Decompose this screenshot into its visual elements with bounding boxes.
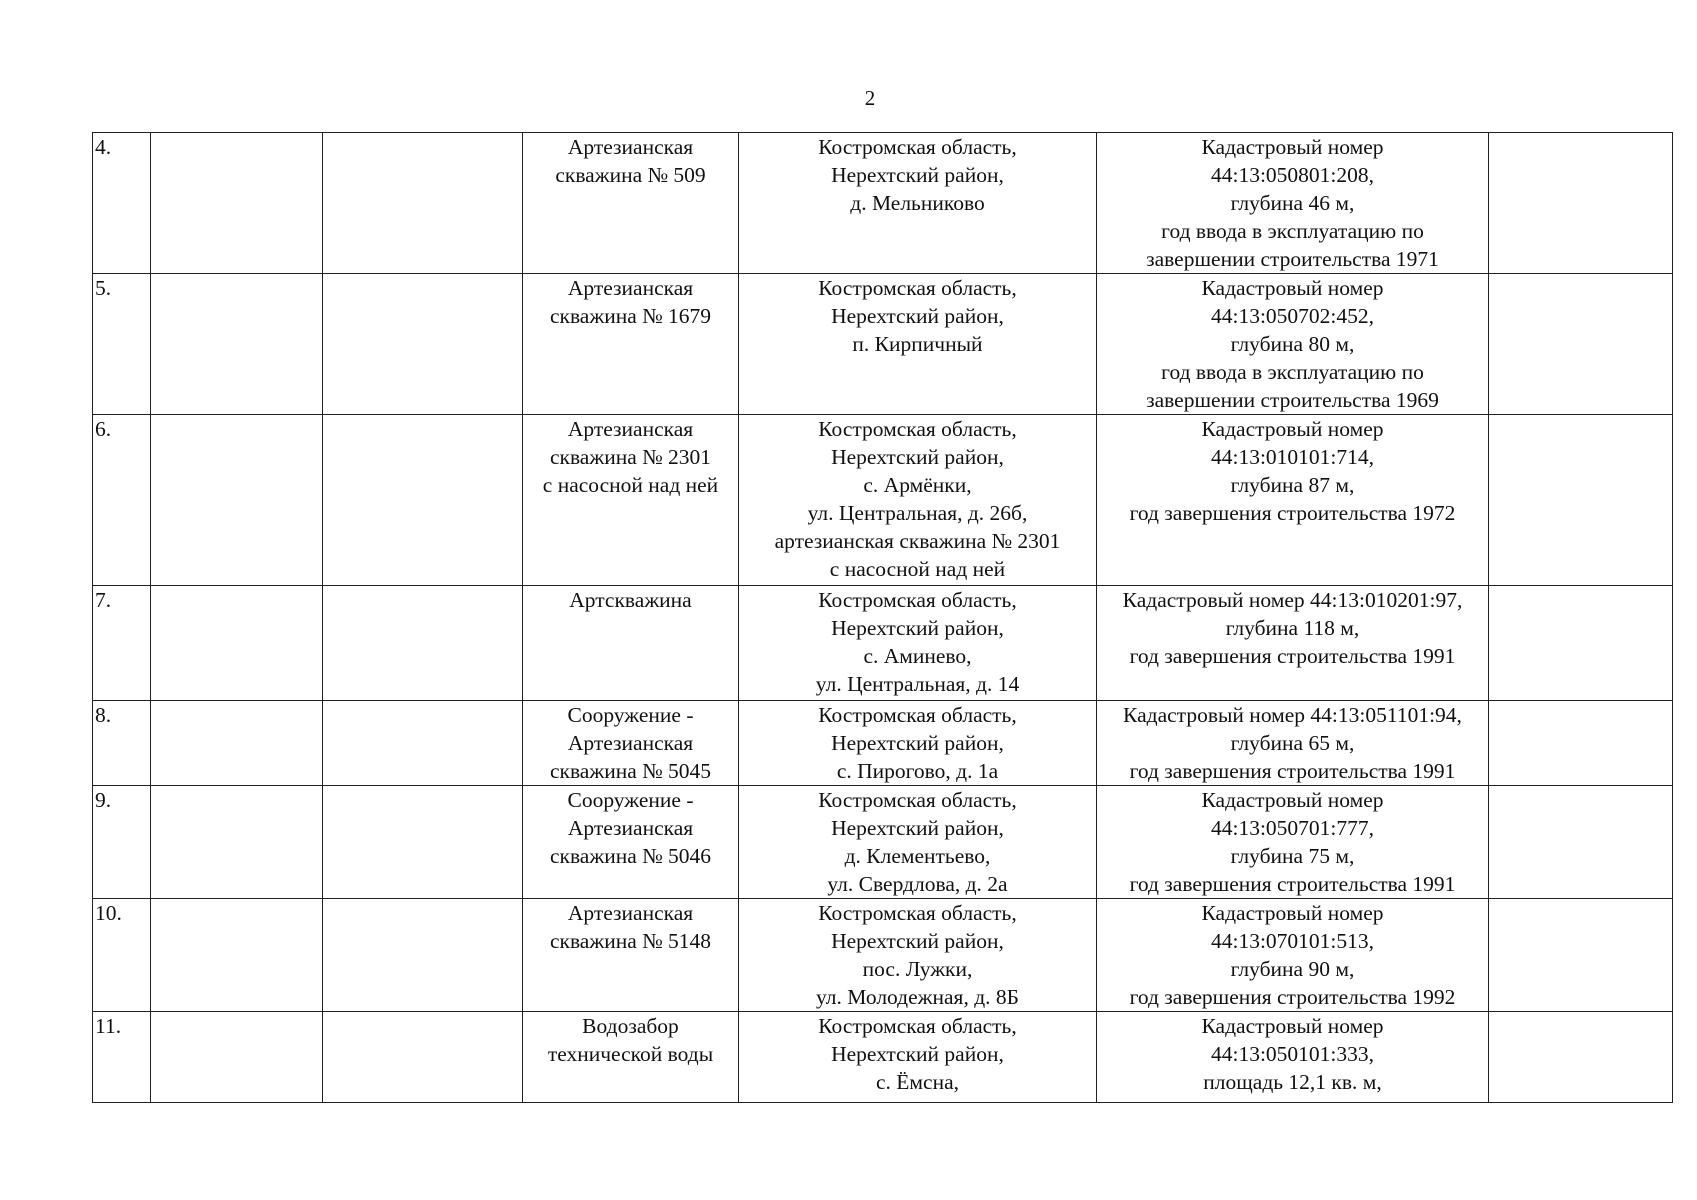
text-line: Нерехтский район, [831, 731, 1004, 755]
text-line: Сооружение - [567, 788, 694, 812]
empty-cell [151, 586, 323, 701]
text-line: Костромская область, [818, 135, 1017, 159]
text-line: Водозабор [582, 1014, 679, 1038]
text-line: завершении строительства 1969 [1146, 388, 1439, 412]
address-cell [739, 415, 1097, 586]
text-line: площадь 12,1 кв. м, [1203, 1070, 1382, 1094]
characteristics-cell [1097, 1012, 1489, 1103]
text-line: д. Клементьево, [844, 844, 991, 868]
object-name-cell [523, 415, 739, 586]
empty-cell [151, 701, 323, 786]
characteristics-cell [1097, 786, 1489, 899]
text-line: 44:13:050101:333, [1210, 1042, 1375, 1066]
row-number-cell: 7. [93, 586, 151, 701]
characteristics-cell [1097, 586, 1489, 701]
text-line: артезианская скважина № 2301 [774, 529, 1061, 553]
empty-cell [1489, 786, 1673, 899]
empty-cell [151, 415, 323, 586]
text-line: пос. Лужки, [862, 957, 973, 981]
text-line: Костромская область, [818, 417, 1017, 441]
text-line: скважина № 5148 [549, 929, 712, 953]
text-line: глубина 65 м, [1230, 731, 1355, 755]
property-registry-table [92, 132, 1673, 1103]
text-line: Кадастровый номер [1201, 788, 1384, 812]
address-cell [739, 274, 1097, 415]
text-line: Костромская область, [818, 703, 1017, 727]
address-cell [739, 1012, 1097, 1103]
text-line: Артезианская [567, 135, 694, 159]
text-line: с. Армёнки, [863, 473, 972, 497]
object-name-cell [523, 701, 739, 786]
empty-cell [151, 1012, 323, 1103]
text-line: скважина № 2301 [549, 445, 712, 469]
text-line: год завершения строительства 1992 [1129, 985, 1456, 1009]
text-line: глубина 80 м, [1230, 332, 1355, 356]
address-cell [739, 586, 1097, 701]
row-number-cell: 5. [93, 274, 151, 415]
text-line: Нерехтский район, [831, 1042, 1004, 1066]
text-line: 44:13:010101:714, [1210, 445, 1375, 469]
text-line: Нерехтский район, [831, 929, 1004, 953]
address-cell [739, 899, 1097, 1012]
empty-cell [1489, 701, 1673, 786]
row-number-cell: 10. [93, 899, 151, 1012]
text-line: Костромская область, [818, 588, 1017, 612]
text-line: ул. Молодежная, д. 8Б [815, 985, 1019, 1009]
text-line: глубина 46 м, [1230, 191, 1355, 215]
page-number: 2 [864, 86, 876, 110]
row-number-cell: 8. [93, 701, 151, 786]
text-line: с. Пирогово, д. 1а [836, 759, 999, 783]
empty-cell [1489, 415, 1673, 586]
table-row [93, 701, 1673, 786]
text-line: глубина 75 м, [1230, 844, 1355, 868]
text-line: год завершения строительства 1991 [1129, 644, 1456, 668]
row-number-cell: 4. [93, 133, 151, 274]
text-line: Нерехтский район, [831, 163, 1004, 187]
text-line: с насосной над ней [829, 557, 1006, 581]
text-line: скважина № 509 [555, 163, 706, 187]
text-line: Кадастровый номер [1201, 135, 1384, 159]
characteristics-cell [1097, 701, 1489, 786]
empty-cell [1489, 1012, 1673, 1103]
text-line: глубина 87 м, [1230, 473, 1355, 497]
text-line: д. Мельниково [850, 191, 985, 215]
text-line: Костромская область, [818, 901, 1017, 925]
object-name-cell [523, 899, 739, 1012]
object-name-cell [523, 133, 739, 274]
text-line: Нерехтский район, [831, 816, 1004, 840]
empty-cell [151, 274, 323, 415]
text-line: год завершения строительства 1972 [1129, 501, 1456, 525]
empty-cell [323, 274, 523, 415]
table-row [93, 274, 1673, 415]
text-line: 44:13:070101:513, [1210, 929, 1375, 953]
text-line: 44:13:050701:777, [1210, 816, 1375, 840]
object-name-cell [523, 1012, 739, 1103]
address-cell [739, 786, 1097, 899]
characteristics-cell [1097, 133, 1489, 274]
text-line: Кадастровый номер [1201, 276, 1384, 300]
text-line: глубина 118 м, [1225, 616, 1360, 640]
object-name-cell [523, 274, 739, 415]
text-line: год завершения строительства 1991 [1129, 759, 1456, 783]
characteristics-cell [1097, 274, 1489, 415]
empty-cell [1489, 274, 1673, 415]
object-name-cell [523, 786, 739, 899]
table-row [93, 415, 1673, 586]
characteristics-cell [1097, 899, 1489, 1012]
text-line: Артскважина [569, 588, 692, 612]
text-line: 44:13:050702:452, [1210, 304, 1375, 328]
characteristics-cell [1097, 415, 1489, 586]
text-line: Нерехтский район, [831, 616, 1004, 640]
text-line: Артезианская [567, 901, 694, 925]
empty-cell [323, 415, 523, 586]
text-line: год ввода в эксплуатацию по [1161, 360, 1424, 384]
text-line: год ввода в эксплуатацию по [1161, 219, 1424, 243]
text-line: завершении строительства 1971 [1146, 247, 1439, 271]
empty-cell [323, 701, 523, 786]
text-line: с. Аминево, [863, 644, 972, 668]
text-line: с насосной над ней [542, 473, 719, 497]
row-number-cell: 6. [93, 415, 151, 586]
address-cell [739, 133, 1097, 274]
empty-cell [1489, 133, 1673, 274]
table-row [93, 133, 1673, 274]
text-line: Сооружение - [567, 703, 694, 727]
empty-cell [151, 786, 323, 899]
text-line: глубина 90 м, [1230, 957, 1355, 981]
text-line: скважина № 5045 [549, 759, 712, 783]
text-line: Нерехтский район, [831, 304, 1004, 328]
text-line: Кадастровый номер [1201, 417, 1384, 441]
empty-cell [1489, 899, 1673, 1012]
empty-cell [323, 899, 523, 1012]
address-cell [739, 701, 1097, 786]
text-line: год завершения строительства 1991 [1129, 872, 1456, 896]
empty-cell [323, 786, 523, 899]
text-line: ул. Центральная, д. 26б, [807, 501, 1028, 525]
text-line: Кадастровый номер 44:13:051101:94, [1123, 703, 1462, 727]
text-line: Артезианская [567, 276, 694, 300]
row-number-cell: 11. [93, 1012, 151, 1103]
empty-cell [323, 133, 523, 274]
text-line: ул. Центральная, д. 14 [815, 672, 1020, 696]
text-line: технической воды [547, 1042, 714, 1066]
text-line: Нерехтский район, [831, 445, 1004, 469]
text-line: п. Кирпичный [852, 332, 983, 356]
empty-cell [323, 1012, 523, 1103]
text-line: ул. Свердлова, д. 2а [827, 872, 1008, 896]
text-line: скважина № 1679 [549, 304, 712, 328]
text-line: Артезианская [567, 731, 694, 755]
text-line: Костромская область, [818, 276, 1017, 300]
text-line: Артезианская [567, 417, 694, 441]
text-line: Кадастровый номер [1201, 901, 1384, 925]
text-line: Кадастровый номер 44:13:010201:97, [1122, 588, 1463, 612]
empty-cell [151, 899, 323, 1012]
row-number-cell: 9. [93, 786, 151, 899]
table-row [93, 586, 1673, 701]
empty-cell [323, 586, 523, 701]
table-row [93, 786, 1673, 899]
text-line: Костромская область, [818, 1014, 1017, 1038]
table-row [93, 899, 1673, 1012]
text-line: Костромская область, [818, 788, 1017, 812]
text-line: Кадастровый номер [1201, 1014, 1384, 1038]
object-name-cell [523, 586, 739, 701]
text-line: скважина № 5046 [549, 844, 712, 868]
text-line: 44:13:050801:208, [1210, 163, 1375, 187]
text-line: с. Ёмсна, [876, 1070, 959, 1094]
empty-cell [1489, 586, 1673, 701]
text-line: Артезианская [567, 816, 694, 840]
registry-body [93, 133, 1673, 1103]
empty-cell [151, 133, 323, 274]
table-row [93, 1012, 1673, 1103]
